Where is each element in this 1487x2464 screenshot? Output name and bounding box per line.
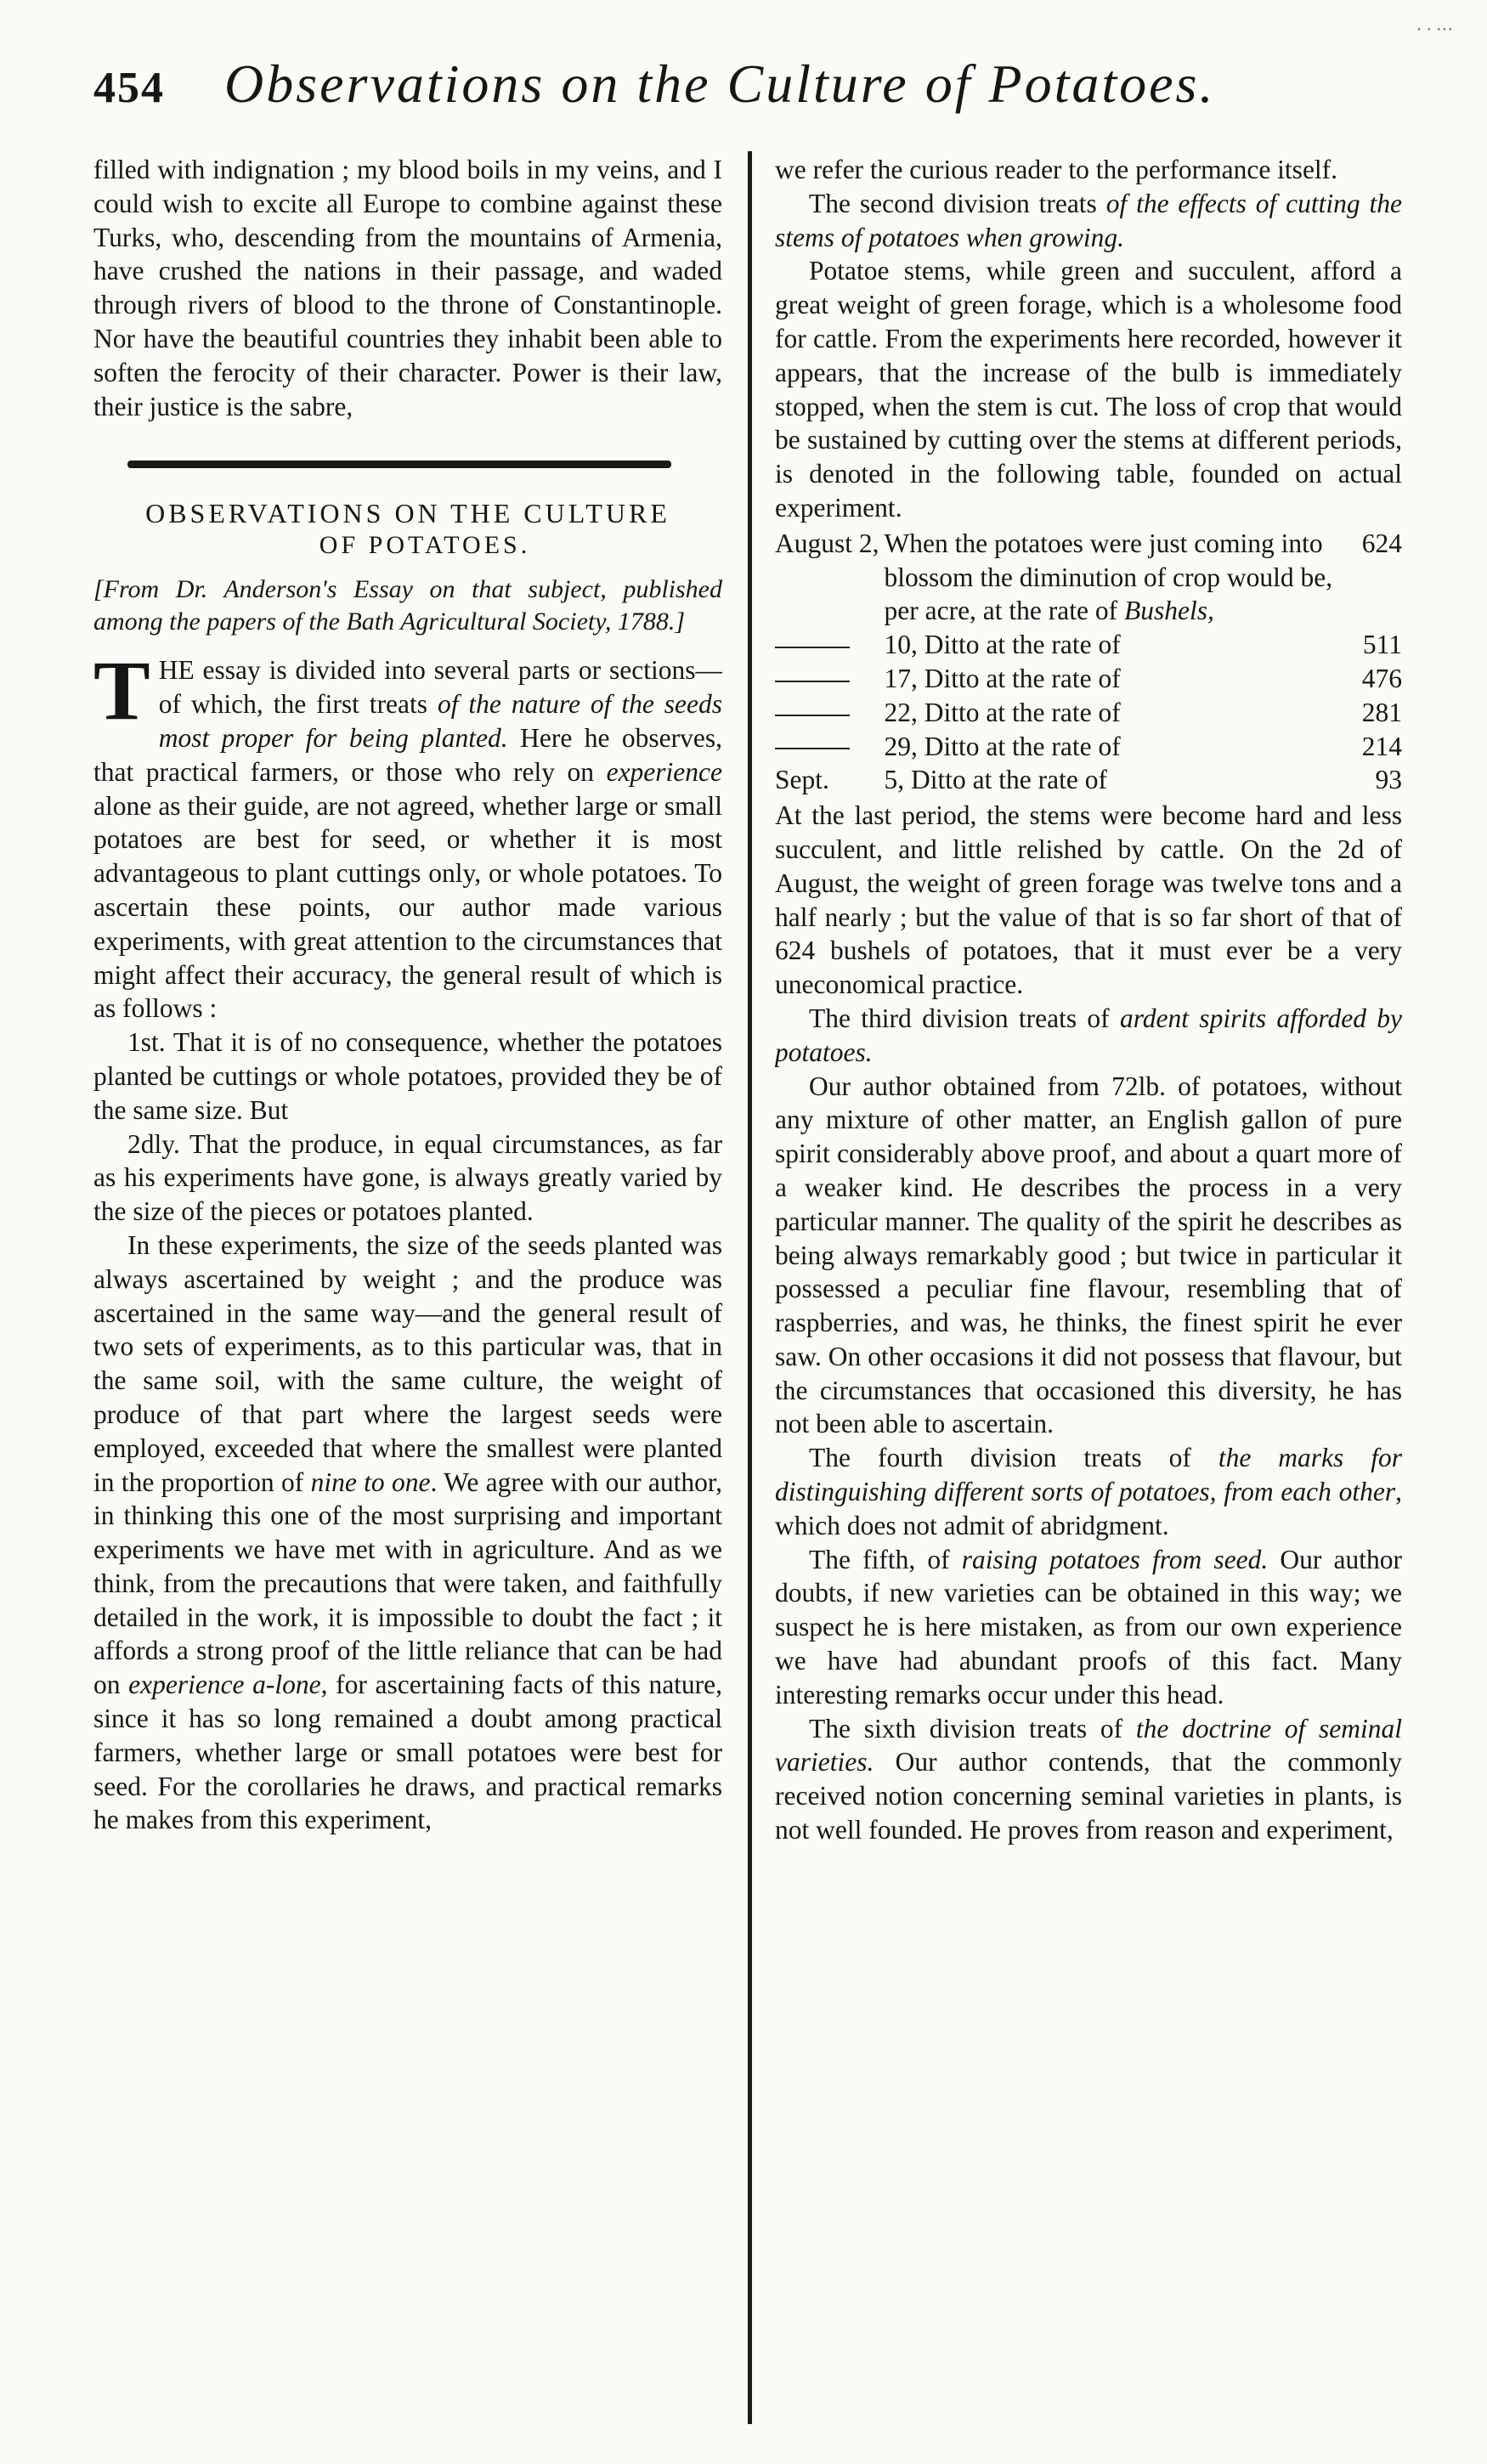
row-description-text: When the potatoes were just coming into blossom the diminution of crop would be, per acre, at the rate of (884, 528, 1333, 626)
paragraph-text: Our author doubts, if new varieties can be obtained in this way; we suspect he is here mistaken, as from our own experience we have had abundant proofs of this fact. Many interesting remarks occur under this head. (775, 1544, 1402, 1710)
ditto-dash (775, 681, 850, 682)
row-value: 214 (1361, 731, 1402, 761)
table-row (775, 662, 1402, 696)
continued-paragraph: we refer the curious reader to the performance itself. (775, 155, 1338, 184)
paragraph-text: , for ascertaining facts of this nature, since it has so long remained a doubt among practical farmers, whether large or small potatoes were best for seed. For the corollaries he draws, and practical remarks he makes from this experiment, (93, 1670, 722, 1835)
row-value: 93 (1375, 765, 1402, 795)
ditto-dash (775, 748, 850, 749)
fourth-division-paragraph (775, 1441, 1402, 1542)
running-head: Observations on the Culture of Potatoes. (224, 54, 1216, 114)
row-date (775, 696, 879, 730)
row-date: August 2, (775, 528, 879, 558)
sixth-division-paragraph (775, 1712, 1402, 1847)
spirit-paragraph: Our author obtained from 72lb. of potatoes, without any mixture of other matter, an English gallon of pure spirit considerably above proof, and about a quart more of a weaker kind. He describes the process in a very particular manner. The quality of the spirit he describes as being always remarkably good ; but twice in particular it possessed a peculiar fine flavour, resembling that of raspberries, and was, he thinks, the finest spirit he ever saw. On other occasions it did not possess that flavour, but the circumstances that occasioned this diversity, he has not been able to ascertain. (775, 1071, 1402, 1439)
intro-paragraph: filled with indignation ; my blood boils in my veins, and I could wish to excite all Europe to combine against these Turks, who, descending from the mountains of Armenia, have crushed the nations in their passage, and waded through rivers of blood to the throne of Constantinople. Nor have the beautiful countries they inhabit been able to soften the ferocity of their character. Power is their law, their justice is the sabre, (93, 155, 722, 421)
yield-loss-table (775, 527, 1402, 797)
left-column (93, 153, 722, 2430)
right-column (775, 153, 1402, 2430)
essay-paragraph-2: 1st. That it is of no consequence, whether the potatoes planted be cuttings or whole potatoes, provided they be of the same size. But (93, 1027, 722, 1125)
row-value: 624 (1361, 528, 1402, 558)
italic-phrase: raising potatoes from seed. (961, 1544, 1269, 1574)
third-division-heading (775, 1002, 1402, 1070)
paragraph-text: The second division treats (809, 188, 1106, 218)
italic-phrase: the doctrine of seminal varieties. (775, 1713, 1402, 1777)
paragraph-text: The third division treats of (809, 1003, 1120, 1033)
italic-phrase: of the nature of the seeds most proper for being planted. (158, 689, 722, 753)
row-description-text: 10, Ditto at the rate of (884, 630, 1121, 660)
row-value: 476 (1361, 663, 1402, 693)
row-value: 511 (1362, 630, 1402, 660)
table-row (775, 763, 1402, 797)
paragraph-text: The fifth, of (809, 1544, 962, 1574)
row-description (879, 628, 1334, 662)
section-divider (127, 461, 671, 468)
row-description (879, 527, 1334, 628)
table-row (775, 696, 1402, 730)
paragraph-text: alone as their guide, are not agreed, whether large or small potatoes are best for seed, or whether it is most advantageous to plant cuttings only, or whole potatoes. To ascertain these points, our author made various experiments, with great attention to the circumstances that might affect their accuracy, the general result of which is as follows : (93, 790, 722, 1024)
paragraph-text: , which does not admit of abridgment. (775, 1477, 1402, 1540)
paragraph-text: The sixth division treats of (809, 1713, 1136, 1743)
row-description-text: 17, Ditto at the rate of (884, 663, 1121, 693)
paragraph-text: Here he observes, that practical farmers, or those who rely on (93, 722, 722, 787)
italic-phrase: nine to one (310, 1467, 431, 1497)
ditto-dash (775, 715, 850, 716)
unit-label: Bushels, (1123, 596, 1214, 626)
drop-cap: T (93, 643, 150, 738)
row-description-text: 22, Ditto at the rate of (884, 697, 1121, 727)
paragraph-text: The fourth division treats of (809, 1443, 1218, 1473)
column-divider (748, 151, 752, 2424)
row-date (775, 730, 879, 764)
page-header (93, 53, 1436, 138)
italic-phrase: experience a-lone (128, 1670, 321, 1700)
italic-phrase: experience (606, 756, 722, 787)
row-date: Sept. (775, 765, 829, 795)
table-row (775, 527, 1402, 628)
row-description-text: 29, Ditto at the rate of (884, 731, 1121, 761)
page-number: 454 (93, 64, 165, 112)
row-date (775, 628, 879, 662)
last-period-paragraph: At the last period, the stems were become hard and less succulent, and little relished by cattle. On the 2d of August, the weight of green forage was twelve tons and a half nearly ; but the value of that is so far short of that of 624 bushels of potatoes, that it must ever be a very uneconomical practice. (775, 800, 1402, 1000)
essay-paragraph-1 (93, 643, 722, 1026)
table-row (775, 730, 1402, 764)
table-row (775, 628, 1402, 662)
paragraph-text: Our author contends, that the commonly received notion concerning seminal varieties in plants, is not well founded. He proves from reason and experiment, (775, 1747, 1402, 1845)
row-description (879, 763, 1334, 797)
row-date (775, 662, 879, 696)
second-division-heading (775, 187, 1402, 255)
essay-paragraph-4 (93, 1229, 722, 1837)
paragraph-text: HE essay is divided into several parts or sections—of which, the first treats (158, 655, 722, 720)
article-title: OBSERVATIONS ON THE CULTURE (145, 498, 670, 529)
essay-paragraph-3: 2dly. That the produce, in equal circumstances, as far as his experiments have gone, is always greatly varied by the size of the pieces or potatoes planted. (93, 1128, 722, 1227)
corner-mark: · · ··· (1416, 20, 1453, 39)
italic-phrase: the marks for distinguishing different sorts of potatoes, from each other (775, 1443, 1402, 1507)
paragraph-text: In these experiments, the size of the seeds planted was always ascertained by weight ; and the produce was ascertained in the same way—and the general result of two sets of experiments, as to this particular was, that in the same soil, with the same culture, the weight of produce of that part where the largest seeds were employed, exceeded that where the smallest were planted in the proportion of (93, 1229, 722, 1497)
row-description-text: 5, Ditto at the rate of (884, 765, 1107, 795)
ditto-dash (775, 647, 850, 648)
row-description (879, 696, 1334, 730)
row-value: 281 (1361, 697, 1402, 727)
source-note: [From Dr. Anderson's Essay on that subject, published among the papers of the Bath Agricultural Society, 1788.] (93, 575, 722, 636)
paragraph-text: . We agree with our author, in thinking this one of the most surprising and important experiments we have met with in agriculture. And as we think, from the precautions that were taken, and faithfully detailed in the work, it is impossible to doubt the fact ; it affords a strong proof of the little reliance that can be had on (93, 1467, 722, 1700)
row-description (879, 662, 1334, 696)
stems-paragraph: Potatoe stems, while green and succulent, afford a great weight of green forage, which is a wholesome food for cattle. From the experiments here recorded, however it appears, that the increase of the bulb is immediately stopped, when the stem is cut. The loss of crop that would be sustained by cutting over the stems at different periods, is denoted in the following table, founded on actual experiment. (775, 256, 1402, 523)
article-subtitle: OF POTATOES. (319, 531, 531, 560)
italic-phrase: of the effects of cutting the stems of potatoes when growing. (775, 188, 1402, 252)
fifth-division-paragraph (775, 1543, 1402, 1712)
italic-phrase: ardent spirits afforded by potatoes. (775, 1003, 1402, 1067)
row-description (879, 730, 1334, 764)
